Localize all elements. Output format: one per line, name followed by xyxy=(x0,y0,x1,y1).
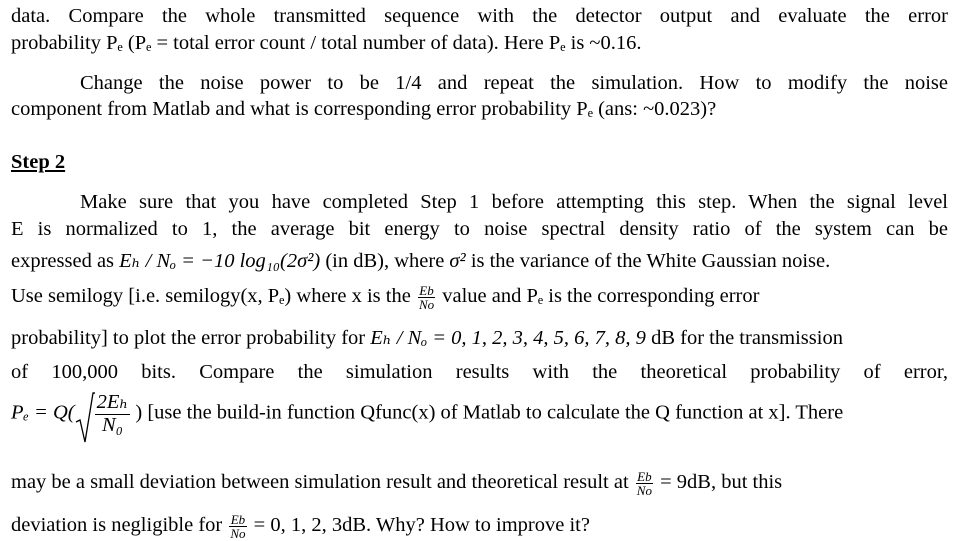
line4-text-b: value and Pₑ is the corresponding error xyxy=(442,285,760,308)
eb-no-fraction-2 xyxy=(636,470,653,497)
sigma-squared: σ² xyxy=(449,250,466,272)
step2-line9 xyxy=(11,513,948,540)
step2-line1: Make sure that you have completed Step 1 before attempting this step. When the signal level xyxy=(80,191,948,213)
step2-line7 xyxy=(11,392,843,436)
fraction-denominator-2: No xyxy=(636,483,652,498)
line3-text-d: is the variance of the White Gaussian noise. xyxy=(470,250,831,272)
sqrt-denominator: N₀ xyxy=(102,413,123,436)
line7-text: ) [use the build-in function Qfunc(x) of Matlab to calculate the Q function at x]. There xyxy=(135,401,844,424)
step2-heading: Step 2 xyxy=(11,151,66,173)
line4-text-a: Use semilogy [i.e. semilogy(x, Pₑ) where x is the xyxy=(11,285,411,308)
fraction-denominator: No xyxy=(418,297,435,312)
para2-line2: component from Matlab and what is corresponding error probability Pₑ (ans: ~0.023)? xyxy=(11,98,717,120)
para1-line1: data. Compare the whole transmitted sequence with the detector output and evaluate the error xyxy=(11,5,948,27)
line3-text-b: (in dB), where xyxy=(325,250,445,272)
step2-line4 xyxy=(11,284,948,311)
para1-line2: probability Pₑ (Pₑ = total error count / total number of data). Here Pₑ is ~0.16. xyxy=(11,32,642,54)
sqrt-expression xyxy=(75,392,131,436)
line3-text-a: expressed as xyxy=(11,250,115,272)
line8-text-b: = 9dB, but this xyxy=(660,471,783,494)
line9-text-b: = 0, 1, 2, 3dB. Why? How to improve it? xyxy=(253,514,590,537)
fraction-numerator-2: Eb xyxy=(637,469,652,484)
ebno-formula: Eₕ / Nₒ = −10 log₁₀(2σ²) xyxy=(119,250,321,272)
step2-line6: of 100,000 bits. Compare the simulation results with the theoretical probability of error, xyxy=(11,361,948,383)
line8-text-a: may be a small deviation between simulation result and theoretical result at xyxy=(11,471,629,494)
step2-line5 xyxy=(11,328,948,349)
fraction-denominator-3: No xyxy=(230,526,246,541)
radical-sign-icon xyxy=(75,392,95,444)
fraction-numerator-3: Eb xyxy=(230,512,246,527)
fraction-numerator: Eb xyxy=(419,283,434,298)
para2-line1: Change the noise power to be 1/4 and repeat the simulation. How to modify the noise xyxy=(80,72,948,94)
line5-text-a: probability] to plot the error probability for xyxy=(11,327,366,349)
sqrt-numerator: 2Eₕ xyxy=(96,391,129,413)
step2-line8 xyxy=(11,470,948,497)
line9-text-a: deviation is negligible for xyxy=(11,514,223,537)
ebno-values: Eₕ / Nₒ = 0, 1, 2, 3, 4, 5, 6, 7, 8, 9 xyxy=(370,327,646,349)
line5-text-b: dB for the transmission xyxy=(651,327,843,349)
eb-no-fraction xyxy=(418,284,435,311)
step2-line2: E is normalized to 1, the average bit energy to noise spectral density ratio of the system can be xyxy=(11,218,948,240)
sqrt-fraction xyxy=(95,392,131,436)
pe-q-lhs: Pₑ = Q( xyxy=(11,401,75,424)
step2-line3 xyxy=(11,251,948,272)
eb-no-fraction-3 xyxy=(229,513,246,540)
